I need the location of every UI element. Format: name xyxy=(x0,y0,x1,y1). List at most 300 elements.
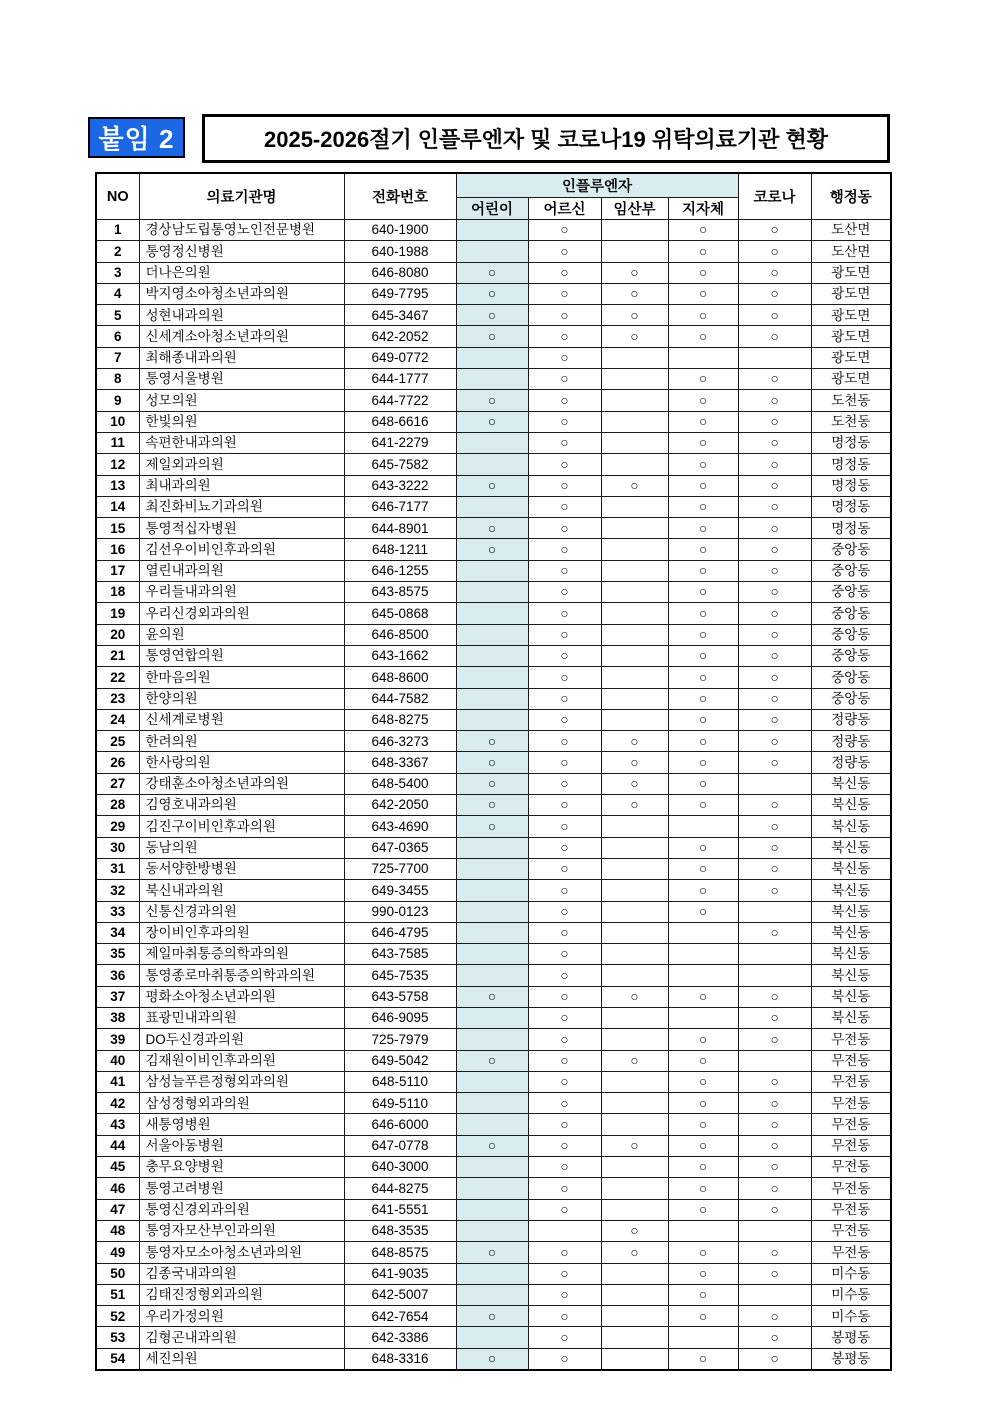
cell-no: 26 xyxy=(96,752,139,773)
cell-flu-child xyxy=(456,1220,528,1241)
cell-flu-local: ○ xyxy=(668,645,738,666)
cell-corona: ○ xyxy=(738,1093,811,1114)
cell-corona: ○ xyxy=(738,220,811,241)
cell-name: 한사랑의원 xyxy=(139,752,344,773)
col-header-phone: 전화번호 xyxy=(344,173,456,220)
cell-flu-elderly: ○ xyxy=(528,454,601,475)
cell-corona: ○ xyxy=(738,1199,811,1220)
table-row xyxy=(96,220,891,241)
table-row xyxy=(96,624,891,645)
cell-flu-pregnant xyxy=(601,922,668,943)
cell-no: 31 xyxy=(96,858,139,879)
cell-no: 44 xyxy=(96,1135,139,1156)
cell-flu-pregnant xyxy=(601,560,668,581)
cell-flu-local: ○ xyxy=(668,539,738,560)
cell-flu-elderly: ○ xyxy=(528,1199,601,1220)
cell-flu-elderly: ○ xyxy=(528,347,601,368)
cell-flu-elderly: ○ xyxy=(528,539,601,560)
table-row xyxy=(96,837,891,858)
cell-phone: 648-6616 xyxy=(344,411,456,432)
cell-corona: ○ xyxy=(738,582,811,603)
cell-name: 한려의원 xyxy=(139,731,344,752)
cell-name: 열린내과의원 xyxy=(139,560,344,581)
table-row xyxy=(96,518,891,539)
cell-no: 53 xyxy=(96,1327,139,1348)
cell-dong: 미수동 xyxy=(811,1306,891,1327)
cell-corona xyxy=(738,347,811,368)
cell-name: 한마음의원 xyxy=(139,667,344,688)
cell-flu-pregnant xyxy=(601,645,668,666)
cell-flu-pregnant: ○ xyxy=(601,262,668,283)
table-row xyxy=(96,1050,891,1071)
cell-dong: 광도면 xyxy=(811,326,891,347)
cell-flu-child xyxy=(456,922,528,943)
cell-flu-local xyxy=(668,1327,738,1348)
table-row xyxy=(96,603,891,624)
cell-flu-child: ○ xyxy=(456,326,528,347)
table-row xyxy=(96,1220,891,1241)
table-row xyxy=(96,262,891,283)
cell-flu-local: ○ xyxy=(668,709,738,730)
table-row xyxy=(96,944,891,965)
cell-dong: 광도면 xyxy=(811,262,891,283)
table-row xyxy=(96,496,891,517)
cell-phone: 647-0778 xyxy=(344,1135,456,1156)
cell-no: 37 xyxy=(96,986,139,1007)
cell-name: 통영자모소아청소년과의원 xyxy=(139,1242,344,1263)
cell-corona: ○ xyxy=(738,496,811,517)
cell-dong: 중앙동 xyxy=(811,688,891,709)
table-row xyxy=(96,326,891,347)
cell-phone: 649-5042 xyxy=(344,1050,456,1071)
cell-flu-pregnant xyxy=(601,1327,668,1348)
cell-phone: 648-5400 xyxy=(344,773,456,794)
cell-phone: 644-1777 xyxy=(344,369,456,390)
cell-name: DO두신경과의원 xyxy=(139,1029,344,1050)
cell-no: 43 xyxy=(96,1114,139,1135)
cell-name: 통영신경외과의원 xyxy=(139,1199,344,1220)
cell-flu-child: ○ xyxy=(456,1135,528,1156)
cell-phone: 648-3535 xyxy=(344,1220,456,1241)
cell-flu-pregnant: ○ xyxy=(601,1050,668,1071)
cell-name: 최진화비뇨기과의원 xyxy=(139,496,344,517)
cell-flu-local: ○ xyxy=(668,1135,738,1156)
cell-dong: 무전동 xyxy=(811,1220,891,1241)
cell-flu-elderly: ○ xyxy=(528,1157,601,1178)
cell-no: 17 xyxy=(96,560,139,581)
cell-flu-elderly: ○ xyxy=(528,411,601,432)
cell-dong: 명정동 xyxy=(811,518,891,539)
cell-flu-child xyxy=(456,1178,528,1199)
cell-flu-local: ○ xyxy=(668,220,738,241)
cell-corona: ○ xyxy=(738,1029,811,1050)
cell-dong: 명정동 xyxy=(811,496,891,517)
cell-no: 47 xyxy=(96,1199,139,1220)
attachment-badge xyxy=(88,117,185,158)
cell-flu-pregnant: ○ xyxy=(601,475,668,496)
cell-no: 27 xyxy=(96,773,139,794)
cell-no: 39 xyxy=(96,1029,139,1050)
cell-flu-local xyxy=(668,965,738,986)
cell-no: 34 xyxy=(96,922,139,943)
cell-no: 10 xyxy=(96,411,139,432)
cell-flu-local: ○ xyxy=(668,582,738,603)
cell-flu-local: ○ xyxy=(668,1306,738,1327)
table-row xyxy=(96,645,891,666)
cell-phone: 649-3455 xyxy=(344,880,456,901)
cell-flu-elderly: ○ xyxy=(528,986,601,1007)
cell-corona: ○ xyxy=(738,369,811,390)
cell-name: 김재원이비인후과의원 xyxy=(139,1050,344,1071)
cell-flu-elderly: ○ xyxy=(528,432,601,453)
cell-flu-local: ○ xyxy=(668,454,738,475)
cell-flu-local: ○ xyxy=(668,1178,738,1199)
table-row xyxy=(96,1071,891,1092)
cell-flu-pregnant xyxy=(601,1306,668,1327)
cell-flu-child xyxy=(456,709,528,730)
cell-flu-local: ○ xyxy=(668,1157,738,1178)
cell-flu-child: ○ xyxy=(456,411,528,432)
cell-no: 29 xyxy=(96,816,139,837)
cell-flu-pregnant xyxy=(601,858,668,879)
clinic-table xyxy=(95,172,892,1371)
cell-dong: 도산면 xyxy=(811,220,891,241)
cell-no: 48 xyxy=(96,1220,139,1241)
cell-flu-local: ○ xyxy=(668,858,738,879)
cell-flu-pregnant xyxy=(601,454,668,475)
table-row xyxy=(96,1178,891,1199)
cell-dong: 무전동 xyxy=(811,1178,891,1199)
cell-flu-child xyxy=(456,1199,528,1220)
cell-flu-local xyxy=(668,1220,738,1241)
table-row xyxy=(96,454,891,475)
cell-dong: 북신동 xyxy=(811,922,891,943)
cell-phone: 643-7585 xyxy=(344,944,456,965)
cell-dong: 광도면 xyxy=(811,305,891,326)
cell-phone: 645-7582 xyxy=(344,454,456,475)
cell-corona: ○ xyxy=(738,1306,811,1327)
cell-corona: ○ xyxy=(738,262,811,283)
cell-flu-child xyxy=(456,624,528,645)
col-header-flu-child: 어린이 xyxy=(456,198,528,220)
cell-dong: 북신동 xyxy=(811,901,891,922)
cell-no: 40 xyxy=(96,1050,139,1071)
attachment-label: 붙임 2 xyxy=(98,124,175,154)
cell-flu-elderly: ○ xyxy=(528,1348,601,1370)
cell-dong: 무전동 xyxy=(811,1199,891,1220)
col-header-flu-elderly: 어르신 xyxy=(528,198,601,220)
table-row xyxy=(96,1306,891,1327)
cell-phone: 646-8500 xyxy=(344,624,456,645)
cell-name: 통영적십자병원 xyxy=(139,518,344,539)
cell-dong: 북신동 xyxy=(811,880,891,901)
cell-corona: ○ xyxy=(738,837,811,858)
cell-flu-child xyxy=(456,944,528,965)
cell-phone: 642-5007 xyxy=(344,1284,456,1305)
page-title: 2025-2026절기 인플루엔자 및 코로나19 위탁의료기관 현황 xyxy=(263,127,829,152)
cell-flu-local: ○ xyxy=(668,262,738,283)
cell-flu-elderly: ○ xyxy=(528,667,601,688)
table-row xyxy=(96,965,891,986)
cell-name: 통영정신병원 xyxy=(139,241,344,262)
cell-flu-local: ○ xyxy=(668,880,738,901)
cell-corona: ○ xyxy=(738,1178,811,1199)
cell-name: 최내과의원 xyxy=(139,475,344,496)
cell-flu-child: ○ xyxy=(456,986,528,1007)
cell-flu-pregnant: ○ xyxy=(601,752,668,773)
cell-phone: 640-1988 xyxy=(344,241,456,262)
cell-name: 경상남도립통영노인전문병원 xyxy=(139,220,344,241)
cell-dong: 중앙동 xyxy=(811,667,891,688)
cell-flu-pregnant xyxy=(601,1029,668,1050)
cell-name: 새통영병원 xyxy=(139,1114,344,1135)
cell-flu-local: ○ xyxy=(668,1029,738,1050)
cell-no: 51 xyxy=(96,1284,139,1305)
cell-flu-child: ○ xyxy=(456,795,528,816)
cell-name: 표광민내과의원 xyxy=(139,1007,344,1028)
cell-flu-pregnant: ○ xyxy=(601,795,668,816)
cell-flu-local: ○ xyxy=(668,1071,738,1092)
cell-flu-elderly: ○ xyxy=(528,1007,601,1028)
col-header-corona: 코로나 xyxy=(738,173,811,220)
cell-dong: 광도면 xyxy=(811,283,891,304)
cell-flu-pregnant xyxy=(601,411,668,432)
cell-phone: 648-8575 xyxy=(344,1242,456,1263)
cell-corona: ○ xyxy=(738,326,811,347)
cell-phone: 642-7654 xyxy=(344,1306,456,1327)
cell-phone: 643-3222 xyxy=(344,475,456,496)
table-row xyxy=(96,347,891,368)
cell-flu-pregnant xyxy=(601,390,668,411)
table-row xyxy=(96,667,891,688)
table-row xyxy=(96,1263,891,1284)
cell-flu-child: ○ xyxy=(456,731,528,752)
cell-dong: 북신동 xyxy=(811,795,891,816)
cell-corona: ○ xyxy=(738,390,811,411)
cell-flu-local: ○ xyxy=(668,1093,738,1114)
cell-phone: 648-5110 xyxy=(344,1071,456,1092)
cell-name: 서울아동병원 xyxy=(139,1135,344,1156)
cell-dong: 북신동 xyxy=(811,858,891,879)
cell-flu-child xyxy=(456,1007,528,1028)
cell-flu-pregnant xyxy=(601,816,668,837)
cell-flu-pregnant xyxy=(601,1007,668,1028)
cell-flu-elderly: ○ xyxy=(528,1263,601,1284)
table-row xyxy=(96,1348,891,1370)
cell-flu-local: ○ xyxy=(668,1114,738,1135)
cell-dong: 광도면 xyxy=(811,347,891,368)
cell-flu-elderly: ○ xyxy=(528,603,601,624)
cell-flu-pregnant xyxy=(601,518,668,539)
cell-flu-child xyxy=(456,1071,528,1092)
cell-flu-local xyxy=(668,347,738,368)
cell-corona: ○ xyxy=(738,560,811,581)
cell-phone: 646-9095 xyxy=(344,1007,456,1028)
cell-flu-child xyxy=(456,1157,528,1178)
cell-phone: 645-7535 xyxy=(344,965,456,986)
cell-dong: 북신동 xyxy=(811,773,891,794)
cell-dong: 정량동 xyxy=(811,709,891,730)
cell-flu-elderly: ○ xyxy=(528,369,601,390)
cell-no: 42 xyxy=(96,1093,139,1114)
cell-flu-child xyxy=(456,1327,528,1348)
cell-flu-pregnant xyxy=(601,1348,668,1370)
cell-flu-pregnant xyxy=(601,582,668,603)
cell-name: 우리신경외과의원 xyxy=(139,603,344,624)
cell-flu-pregnant xyxy=(601,432,668,453)
cell-phone: 990-0123 xyxy=(344,901,456,922)
cell-flu-elderly: ○ xyxy=(528,965,601,986)
cell-dong: 북신동 xyxy=(811,816,891,837)
cell-phone: 646-6000 xyxy=(344,1114,456,1135)
cell-corona: ○ xyxy=(738,1135,811,1156)
cell-corona xyxy=(738,1284,811,1305)
cell-flu-child xyxy=(456,241,528,262)
cell-name: 통영자모산부인과의원 xyxy=(139,1220,344,1241)
cell-name: 장이비인후과의원 xyxy=(139,922,344,943)
table-row xyxy=(96,390,891,411)
table-row xyxy=(96,475,891,496)
cell-flu-elderly: ○ xyxy=(528,1284,601,1305)
cell-phone: 642-3386 xyxy=(344,1327,456,1348)
cell-flu-elderly: ○ xyxy=(528,1178,601,1199)
cell-phone: 644-7582 xyxy=(344,688,456,709)
cell-name: 속편한내과의원 xyxy=(139,432,344,453)
cell-phone: 642-2050 xyxy=(344,795,456,816)
table-row xyxy=(96,1029,891,1050)
cell-name: 성모의원 xyxy=(139,390,344,411)
table-row xyxy=(96,369,891,390)
cell-flu-pregnant xyxy=(601,880,668,901)
cell-flu-child: ○ xyxy=(456,518,528,539)
cell-corona: ○ xyxy=(738,645,811,666)
cell-dong: 무전동 xyxy=(811,1157,891,1178)
cell-flu-child xyxy=(456,432,528,453)
cell-flu-pregnant: ○ xyxy=(601,1242,668,1263)
cell-phone: 648-3316 xyxy=(344,1348,456,1370)
cell-flu-child xyxy=(456,496,528,517)
cell-phone: 641-2279 xyxy=(344,432,456,453)
cell-flu-elderly: ○ xyxy=(528,475,601,496)
table-row xyxy=(96,1007,891,1028)
cell-no: 13 xyxy=(96,475,139,496)
cell-flu-elderly: ○ xyxy=(528,1135,601,1156)
cell-phone: 646-8080 xyxy=(344,262,456,283)
cell-name: 김선우이비인후과의원 xyxy=(139,539,344,560)
cell-flu-pregnant xyxy=(601,1263,668,1284)
cell-no: 46 xyxy=(96,1178,139,1199)
cell-no: 19 xyxy=(96,603,139,624)
cell-flu-elderly: ○ xyxy=(528,326,601,347)
cell-name: 김태진정형외과의원 xyxy=(139,1284,344,1305)
cell-no: 45 xyxy=(96,1157,139,1178)
cell-name: 신통신경과의원 xyxy=(139,901,344,922)
cell-flu-child xyxy=(456,603,528,624)
cell-flu-pregnant: ○ xyxy=(601,773,668,794)
cell-flu-elderly: ○ xyxy=(528,709,601,730)
cell-corona: ○ xyxy=(738,454,811,475)
cell-flu-elderly: ○ xyxy=(528,1029,601,1050)
cell-no: 20 xyxy=(96,624,139,645)
cell-flu-elderly: ○ xyxy=(528,795,601,816)
cell-flu-pregnant xyxy=(601,944,668,965)
cell-corona: ○ xyxy=(738,1348,811,1370)
cell-flu-pregnant xyxy=(601,688,668,709)
cell-phone: 646-1255 xyxy=(344,560,456,581)
cell-flu-pregnant xyxy=(601,624,668,645)
cell-dong: 중앙동 xyxy=(811,560,891,581)
cell-phone: 641-9035 xyxy=(344,1263,456,1284)
cell-phone: 644-8275 xyxy=(344,1178,456,1199)
cell-flu-elderly: ○ xyxy=(528,1071,601,1092)
table-row xyxy=(96,816,891,837)
cell-corona: ○ xyxy=(738,688,811,709)
cell-dong: 북신동 xyxy=(811,837,891,858)
cell-flu-elderly: ○ xyxy=(528,241,601,262)
cell-flu-elderly: ○ xyxy=(528,1327,601,1348)
cell-flu-pregnant xyxy=(601,667,668,688)
cell-flu-pregnant: ○ xyxy=(601,986,668,1007)
cell-name: 통영서울병원 xyxy=(139,369,344,390)
cell-no: 1 xyxy=(96,220,139,241)
cell-no: 12 xyxy=(96,454,139,475)
cell-corona xyxy=(738,1050,811,1071)
cell-name: 북신내과의원 xyxy=(139,880,344,901)
table-row xyxy=(96,1199,891,1220)
cell-flu-local xyxy=(668,816,738,837)
cell-flu-pregnant: ○ xyxy=(601,305,668,326)
table-row xyxy=(96,986,891,1007)
cell-flu-child xyxy=(456,901,528,922)
cell-flu-pregnant: ○ xyxy=(601,1135,668,1156)
table-row xyxy=(96,752,891,773)
cell-flu-elderly: ○ xyxy=(528,220,601,241)
cell-flu-pregnant xyxy=(601,347,668,368)
col-header-influenza: 인플루엔자 xyxy=(456,173,738,198)
cell-flu-child: ○ xyxy=(456,1348,528,1370)
cell-flu-child: ○ xyxy=(456,305,528,326)
cell-no: 35 xyxy=(96,944,139,965)
cell-corona: ○ xyxy=(738,1071,811,1092)
cell-name: 김종국내과의원 xyxy=(139,1263,344,1284)
table-row xyxy=(96,411,891,432)
cell-dong: 북신동 xyxy=(811,965,891,986)
cell-flu-child: ○ xyxy=(456,475,528,496)
cell-flu-child xyxy=(456,645,528,666)
cell-phone: 643-5758 xyxy=(344,986,456,1007)
cell-phone: 646-7177 xyxy=(344,496,456,517)
cell-corona xyxy=(738,944,811,965)
table-row xyxy=(96,560,891,581)
cell-name: 삼성정형외과의원 xyxy=(139,1093,344,1114)
cell-flu-local: ○ xyxy=(668,283,738,304)
cell-corona: ○ xyxy=(738,241,811,262)
cell-dong: 정량동 xyxy=(811,731,891,752)
cell-corona: ○ xyxy=(738,518,811,539)
cell-dong: 정량동 xyxy=(811,752,891,773)
cell-flu-local: ○ xyxy=(668,795,738,816)
cell-name: 우리들내과의원 xyxy=(139,582,344,603)
cell-no: 30 xyxy=(96,837,139,858)
cell-flu-pregnant xyxy=(601,220,668,241)
cell-dong: 무전동 xyxy=(811,1114,891,1135)
cell-no: 41 xyxy=(96,1071,139,1092)
cell-phone: 725-7700 xyxy=(344,858,456,879)
cell-dong: 중앙동 xyxy=(811,539,891,560)
table-row xyxy=(96,582,891,603)
cell-corona: ○ xyxy=(738,731,811,752)
cell-corona: ○ xyxy=(738,922,811,943)
